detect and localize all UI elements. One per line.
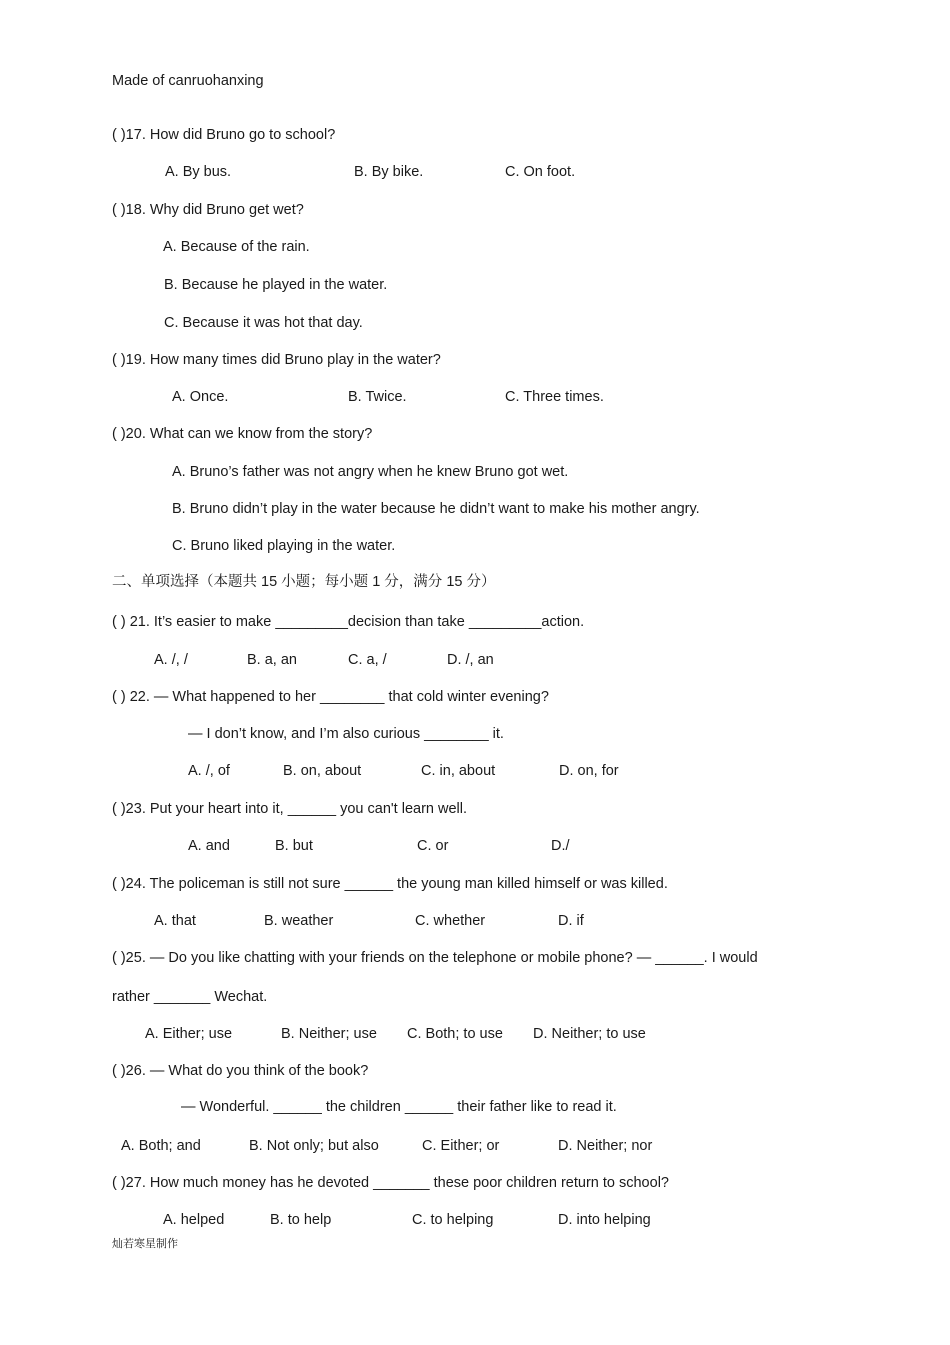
q27-option-a: A. helped xyxy=(163,1212,225,1228)
question-22: ( ) 22. — What happened to her ________ that cold winter evening? xyxy=(112,689,549,705)
q22-option-d: D. on, for xyxy=(559,763,619,779)
question-23: ( )23. Put your heart into it, ______ you can't learn well. xyxy=(112,801,467,817)
q19-option-a: A. Once. xyxy=(172,389,229,405)
q17-option-b: B. By bike. xyxy=(354,164,424,180)
question-27: ( )27. How much money has he devoted _______ these poor children return to school? xyxy=(112,1175,669,1191)
q26-response: — Wonderful. ______ the children ______ their father like to read it. xyxy=(181,1099,617,1115)
q26-option-c: C. Either; or xyxy=(422,1138,500,1154)
question-21: ( ) 21. It’s easier to make _________decision than take _________action. xyxy=(112,614,585,630)
q26-option-d: D. Neither; nor xyxy=(558,1138,653,1154)
q18-option-b: B. Because he played in the water. xyxy=(164,277,388,293)
question-19: ( )19. How many times did Bruno play in the water? xyxy=(112,352,441,368)
q23-option-b: B. but xyxy=(275,838,313,854)
question-24: ( )24. The policeman is still not sure ______ the young man killed himself or was killed. xyxy=(112,876,668,892)
q25-option-b: B. Neither; use xyxy=(281,1026,377,1042)
q27-option-c: C. to helping xyxy=(412,1212,494,1228)
question-25: ( )25. — Do you like chatting with your friends on the telephone or mobile phone? — ______. I would xyxy=(112,950,758,966)
q22-option-b: B. on, about xyxy=(283,763,362,779)
q26-option-a: A. Both; and xyxy=(121,1138,201,1154)
section-heading: 二、单项选择（本题共 15 小题；每小题 1 分，满分 15 分） xyxy=(112,574,496,590)
question-26: ( )26. — What do you think of the book? xyxy=(112,1063,369,1079)
q19-option-b: B. Twice. xyxy=(348,389,407,405)
q25-option-c: C. Both; to use xyxy=(407,1026,503,1042)
q20-option-c: C. Bruno liked playing in the water. xyxy=(172,538,396,554)
q21-option-d: D. /, an xyxy=(447,652,494,668)
q25-option-d: D. Neither; to use xyxy=(533,1026,646,1042)
q23-option-d: D./ xyxy=(551,838,570,854)
q26-option-b: B. Not only; but also xyxy=(249,1138,379,1154)
q21-option-b: B. a, an xyxy=(247,652,297,668)
question-25-continued: rather _______ Wechat. xyxy=(112,989,268,1005)
q18-option-a: A. Because of the rain. xyxy=(163,239,310,255)
q22-option-a: A. /, of xyxy=(188,763,230,779)
q21-option-a: A. /, / xyxy=(154,652,188,668)
q27-option-d: D. into helping xyxy=(558,1212,651,1228)
question-18: ( )18. Why did Bruno get wet? xyxy=(112,202,304,218)
header-credit: Made of canruohanxing xyxy=(112,73,264,89)
q17-option-a: A. By bus. xyxy=(165,164,232,180)
q17-option-c: C. On foot. xyxy=(505,164,576,180)
q24-option-d: D. if xyxy=(558,913,584,929)
q24-option-c: C. whether xyxy=(415,913,486,929)
q25-option-a: A. Either; use xyxy=(145,1026,233,1042)
question-17: ( )17. How did Bruno go to school? xyxy=(112,127,336,143)
q24-option-b: B. weather xyxy=(264,913,334,929)
q19-option-c: C. Three times. xyxy=(505,389,604,405)
q23-option-c: C. or xyxy=(417,838,449,854)
q21-option-c: C. a, / xyxy=(348,652,387,668)
question-20: ( )20. What can we know from the story? xyxy=(112,426,373,442)
q27-option-b: B. to help xyxy=(270,1212,332,1228)
q20-option-a: A. Bruno’s father was not angry when he knew Bruno got wet. xyxy=(172,464,569,480)
q24-option-a: A. that xyxy=(154,913,196,929)
q22-response: — I don’t know, and I’m also curious ________ it. xyxy=(188,726,504,742)
footer-credit: 灿若寒星制作 xyxy=(112,1238,178,1250)
q18-option-c: C. Because it was hot that day. xyxy=(164,315,363,331)
q23-option-a: A. and xyxy=(188,838,230,854)
q22-option-c: C. in, about xyxy=(421,763,496,779)
q20-option-b: B. Bruno didn’t play in the water because he didn’t want to make his mother angry. xyxy=(172,501,700,517)
